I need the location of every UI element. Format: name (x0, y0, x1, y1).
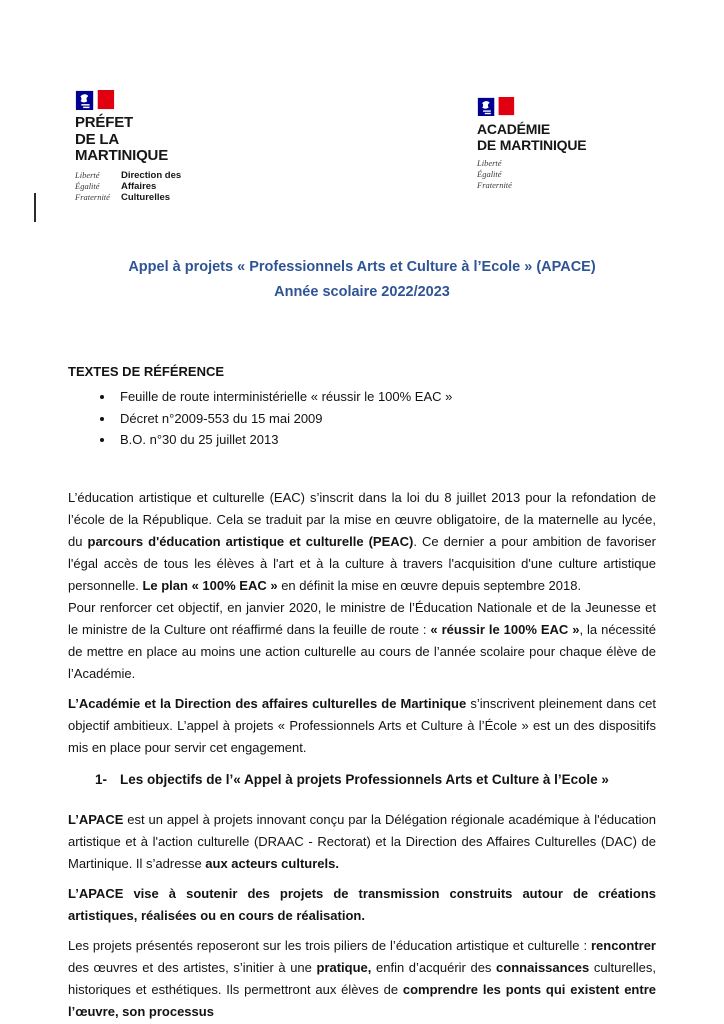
reference-texts-heading: TEXTES DE RÉFÉRENCE (68, 364, 225, 379)
motto: Liberté Égalité Fraternité (477, 158, 512, 190)
text-run: . Ce dernier a pour ambition de favoriser l'égal accès de tous les élèves à l'art et à la culture à travers l'acquisition d'une culture artistique personnelle. (68, 533, 656, 593)
document-title (68, 255, 656, 305)
text-run: L’Académie et la Direction des affaires culturelles de Martinique (68, 695, 467, 711)
text-run: aux acteurs culturels. (205, 855, 339, 871)
reference-item: • B.O. n°30 du 25 juillet 2013 (115, 429, 656, 451)
text-run: « réussir le 100% EAC » (430, 621, 580, 637)
reference-item: • Décret n°2009-553 du 15 mai 2009 (115, 408, 656, 430)
prefet-name (75, 115, 205, 165)
text-run: des œuvres et des artistes, s’initier à une (68, 959, 317, 975)
paragraph-feuille-de-route (68, 597, 656, 685)
reference-texts-section (68, 362, 656, 451)
text-run: en définit la mise en œuvre depuis septembre 2018. (277, 577, 582, 593)
french-flag-icon (477, 95, 515, 118)
section-number: 1- (95, 771, 108, 787)
french-flag-icon (75, 88, 115, 112)
text-run: parcours d'éducation artistique et culturelle (PEAC) (87, 533, 414, 549)
prefet-name-line: DE LA (75, 130, 120, 148)
text-run: Le plan « 100% EAC » (142, 577, 278, 593)
prefet-name-line: MARTINIQUE (75, 147, 168, 164)
prefet-name-line: PRÉFET (75, 114, 133, 131)
reference-item: • Feuille de route interministérielle « réussir le 100% EAC » (115, 386, 656, 408)
direction-affaires-culturelles-label: Direction des Affaires Culturelles (120, 169, 182, 203)
text-run: enfin d’acquérir des (371, 959, 497, 975)
reference-texts-list (68, 386, 656, 451)
text-run: L’éducation artistique et culturelle (EAC) s’inscrit dans la loi du 8 juillet 2013 pour la refondation de l’école de la République. Cela se traduit par la mise en œuvre obligatoire, de la maternelle au lycée, du (68, 489, 656, 549)
text-run: rencontrer (590, 937, 656, 953)
paragraph-academie-dac (68, 693, 656, 759)
text-run: L’APACE vise à soutenir des projets de transmission construits autour de créations artistiques, réalisées ou en cours de réalisation. (68, 885, 656, 923)
text-run: Pour renforcer cet objectif, en janvier 2020, le ministre de l’Éducation Nationale et de la Jeunesse et le ministre de la Culture ont réaffirmé dans la feuille de route : (68, 599, 656, 637)
paragraph-apace-goal (68, 883, 656, 927)
text-run: culturelles, historiques et esthétiques. Ils permettront aux élèves de (68, 959, 657, 997)
academie-name-line: ACADÉMIE (477, 121, 551, 137)
academie-martinique-logo (477, 95, 607, 191)
text-run: Les projets présentés reposeront sur les trois piliers de l’éducation artistique et culturelle : (68, 937, 591, 953)
academie-name (477, 121, 607, 153)
section-heading-objectives (68, 769, 656, 791)
text-run: pratique, (316, 959, 372, 975)
text-run: comprendre les ponts qui existent entre l’œuvre, son processus (68, 981, 656, 1019)
text-run: connaissances (496, 959, 590, 975)
document-title-line2: Année scolaire 2022/2023 (274, 284, 450, 300)
motto: Liberté Égalité Fraternité (75, 169, 110, 202)
text-run: s’inscrivent pleinement dans cet objectif ambitieux. L’appel à projets « Professionnels Arts et Culture à l’École » est un des dispositifs mis en place pour servir cet engagement. (68, 695, 656, 755)
text-run: est un appel à projets innovant conçu par la Délégation régionale académique à l'éducation artistique et à l'action culturelle (DRAAC - Rectorat) et la Direction des Affaires Culturelles (DAC) de Martinique. Il s’adresse (68, 811, 656, 871)
text-run: , la nécessité de mettre en place au moins une action culturelle au cours de l’année scolaire pour chaque élève de l’Académie. (68, 621, 657, 681)
text-run: L’APACE (68, 811, 124, 827)
prefet-martinique-logo (75, 88, 205, 203)
margin-cursor-mark (34, 193, 36, 222)
document-title-line1: Appel à projets « Professionnels Arts et Culture à l’Ecole » (APACE) (128, 259, 596, 275)
section-title: Les objectifs de l’« Appel à projets Professionnels Arts et Culture à l’Ecole » (120, 771, 609, 787)
paragraph-apace-definition (68, 809, 656, 875)
academie-name-line: DE MARTINIQUE (477, 137, 587, 153)
paragraph-eac-law (68, 487, 656, 597)
document-body (68, 255, 656, 1023)
paragraph-three-pillars (68, 935, 656, 1023)
